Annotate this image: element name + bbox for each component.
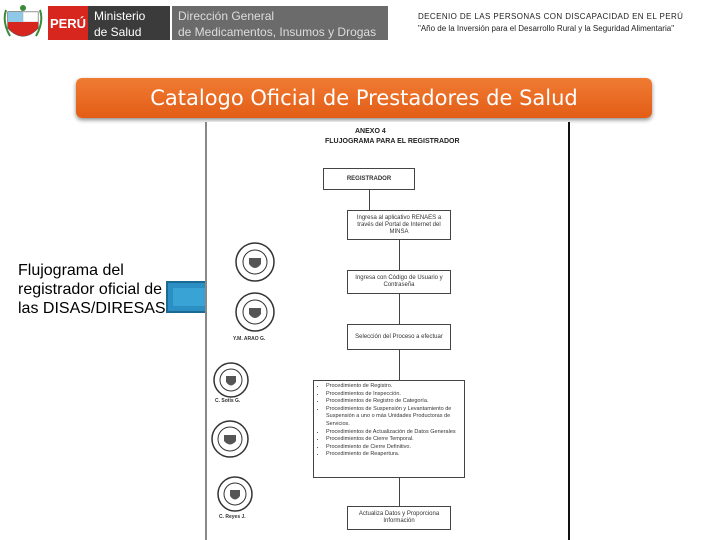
- procedure-item: • Procedimientos de Suspensión y Levantamiento de Suspensión a uno o más Unidades Productoras de Servicios.: [326, 406, 460, 429]
- procedure-item: • Procedimientos de Registro de Categoría.: [326, 398, 460, 406]
- procedure-item: • Procedimientos de Inspección.: [326, 391, 460, 399]
- flow-connector: [399, 350, 400, 380]
- flow-step-seleccion: Selección del Proceso a efectuar: [347, 324, 451, 350]
- header-bar: [0, 0, 720, 48]
- procedures-box: [313, 380, 465, 478]
- flow-step-actualiza: Actualiza Datos y Proporciona Información: [347, 506, 451, 530]
- document-left-edge: [205, 122, 207, 540]
- flow-step-registrador: REGISTRADOR: [323, 168, 415, 190]
- flow-step-ingresa-codigo: Ingresa con Código de Usuario y Contraseña: [347, 270, 451, 294]
- page-title: Catalogo Oficial de Prestadores de Salud: [76, 78, 652, 118]
- ministerio-line-2: de Salud: [94, 25, 142, 39]
- flow-connector: [399, 294, 400, 324]
- anexo-heading: ANEXO 4: [355, 128, 386, 135]
- ministerio-label: [88, 6, 170, 40]
- peru-label: PERÚ: [48, 6, 88, 40]
- procedures-list: [318, 383, 460, 459]
- side-description: Flujograma del registrador oficial de las DISAS/DIRESAS: [18, 262, 166, 317]
- flow-connector: [399, 478, 400, 506]
- anio-text: "Año de la Inversión para el Desarrollo Rural y la Seguridad Alimentaria": [418, 24, 675, 33]
- procedure-item: • Procedimiento de Reapertura.: [326, 451, 460, 459]
- flow-connector: [399, 240, 400, 270]
- flow-connector: [369, 190, 370, 210]
- flowchart-document: [205, 122, 570, 540]
- official-seal-icon: [233, 240, 277, 284]
- official-seal-icon: [215, 474, 255, 514]
- official-seal-icon: [209, 418, 251, 460]
- official-seal-icon: [211, 360, 251, 400]
- signature-label: C. Sotis G.: [215, 398, 241, 404]
- document-right-edge: [568, 122, 570, 540]
- procedure-item: • Procedimiento de Cierre Definitivo.: [326, 444, 460, 452]
- flowchart-heading: FLUJOGRAMA PARA EL REGISTRADOR: [325, 138, 460, 145]
- flow-step-ingresa-aplicativo: Ingresa al aplicativo RENAES a través del Portal de Internet del MINSA: [347, 210, 451, 240]
- procedure-item: • Procedimientos de Cierre Temporal.: [326, 436, 460, 444]
- procedure-item: • Procedimiento de Registro.: [326, 383, 460, 391]
- direccion-line-2: de Medicamentos, Insumos y Drogas: [178, 25, 377, 39]
- signature-label: Y.M. ARAO G.: [233, 336, 266, 342]
- decenio-text: DECENIO DE LAS PERSONAS CON DISCAPACIDAD EN EL PERÚ: [418, 12, 684, 21]
- procedure-item: • Procedimientos de Actualización de Datos Generales: [326, 429, 460, 437]
- ministerio-line-1: Ministerio: [94, 9, 146, 23]
- signature-label: C. Reyes J.: [219, 514, 246, 520]
- official-seal-icon: [233, 290, 277, 334]
- direccion-line-1: Dirección General: [178, 9, 275, 23]
- coat-of-arms-icon: [2, 2, 44, 46]
- direccion-label: [172, 6, 388, 40]
